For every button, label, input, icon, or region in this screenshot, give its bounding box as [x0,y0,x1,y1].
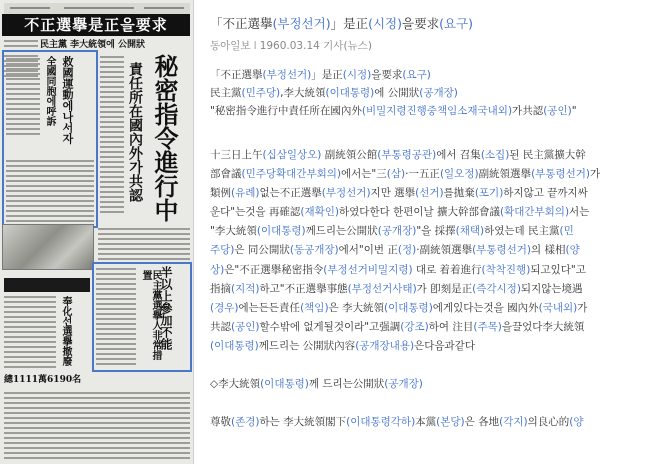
hangul-gloss: (요구) [439,16,473,31]
hanja-text: 을끌었다李大統領 [501,320,585,333]
hanja-text: 本黨 [415,416,437,429]
hanja-text: 가 [577,301,588,314]
text-column [100,56,124,216]
hanja-text: ·一五正 [405,168,440,181]
hangul-gloss: (십삼일상오) [262,149,322,161]
scan-column-title: 全國同胞에呼訴 [44,56,55,126]
hangul-gloss: (민주당확대간부회의) [241,168,341,181]
hanja-text: 은"不正選擧秘密指令 [224,263,324,276]
hanja-text: 대로 着着進行 [412,263,482,276]
hanja-text: 尊敬 [210,416,231,429]
hanja-text: 지만 選擧 [370,187,416,200]
hangul-gloss: (공인) [543,105,572,117]
hanja-text: 하지않고 끝까지싸 [503,187,588,200]
hangul-gloss: (부통령공관) [377,149,437,161]
hangul-gloss: 상) [210,263,225,276]
newspaper-scan-image [0,0,194,464]
hangul-gloss: (책임) [300,301,329,314]
hangul-gloss: (비밀지령진행중책임소재국내외) [361,105,513,117]
text-column [6,160,94,225]
hangul-gloss: (이대통령) [210,339,259,352]
hanja-text: 의良心的 [527,416,570,429]
hanja-text: 共認 [210,320,231,333]
hangul-gloss: (요구) [402,69,431,81]
hangul-gloss: (즉각시정) [472,282,521,295]
body-line [210,280,646,299]
hangul-gloss: (공인) [231,320,260,333]
hangul-gloss: (부정선거) [321,187,371,200]
hanja-text: 에는든든責任 [238,301,301,314]
scan-column-title: 民主黨選擧人非常措置 [140,270,161,360]
scan-column-title: 半以上參加不能 [159,266,173,350]
scan-photo [2,224,94,270]
hanja-text: 께드리는 公開狀內容 [258,339,356,352]
hanja-text: 없는不正選擧 [259,187,322,200]
hangul-gloss: (부통령선거) [531,168,590,181]
hanja-text: 께드리는公開狀 [305,225,378,238]
hangul-gloss: (재확인) [300,206,340,219]
hangul-gloss: (삼) [386,168,406,181]
text-column [4,392,190,462]
hanja-text: 되지않는境遇 [520,282,583,295]
hangul-gloss: (시정) [342,69,372,81]
hangul-gloss: (경우) [210,301,239,314]
hanja-text: 」是正 [311,69,343,81]
hangul-gloss: (민주당) [241,87,281,99]
scan-headline: 不正選擧是正을要求 [2,14,190,36]
publish-date: 1960.03.14 [259,40,320,52]
body-line [210,222,646,241]
hangul-gloss: (유례) [231,187,260,200]
hanja-text: 을要求 [371,69,403,81]
hanja-text: 할수밖에 없게될것이라"고强調 [259,320,401,333]
hanja-text: 民主黨 [210,87,242,99]
article-body [210,146,646,432]
hangul-gloss: (이대통령) [256,225,306,238]
hangul-gloss: (선거) [415,187,444,200]
hangul-gloss: (공개장) [377,225,417,238]
body-line [210,356,646,375]
body-line [210,299,646,318]
hanja-text: 하는 李大統領閣下 [259,416,347,429]
hangul-gloss: (민 [559,225,574,238]
hangul-gloss: (확대간부회의) [499,206,570,219]
scan-black-banner [4,278,90,292]
hanja-text: 에서 召集 [436,149,481,161]
hanja-text: 에 公開狀 [374,87,420,99]
text-column [4,296,56,371]
hangul-gloss: (본당) [436,416,465,429]
hanja-text: 운다"는것을 再確認 [210,206,301,219]
hangul-gloss: (부정선거사태) [347,282,417,295]
hangul-gloss: (양 [565,244,580,257]
scan-column-title: 救國運動에나서자 [61,56,74,144]
hangul-gloss: (정) [397,244,417,257]
scan-column-title: 奉化선選擧撤廢 [60,296,71,366]
hanja-text: 은다음과같다 [414,339,475,352]
text-column [98,228,190,263]
hanja-text: 十三日上午 [210,149,263,161]
article-kind: 기사(뉴스) [323,40,372,52]
hanja-text: 가共認 [512,105,544,117]
hangul-gloss: (이대통령각하) [346,416,416,429]
hangul-gloss: (공개장내용) [355,339,415,352]
hanja-text: 에서는"三 [340,168,387,181]
hanja-text: 은 同公開狀 [234,244,290,257]
hanja-text: 에게있다는것을 國內外 [432,301,539,314]
article-panel [206,0,650,464]
hanja-text: 를拋棄 [443,187,475,200]
hanja-text: ·副統領選擧 [416,244,473,257]
hanja-text: 指摘 [210,282,231,295]
hangul-gloss: (착착진행) [481,263,531,276]
body-line [210,375,646,394]
hangul-gloss: (이대통령) [325,87,375,99]
scan-advert-text: 總1111萬6190名 [4,375,82,385]
hanja-text: 類例 [210,187,231,200]
hanja-text: 가 卽刻是正 [416,282,473,295]
hanja-text: 은 李大統領 [328,301,385,314]
body-line [210,413,646,432]
hanja-text: 部會議 [210,168,242,181]
hanja-text: ◇李大統領 [210,378,261,391]
hanja-text: 은 各地 [464,416,500,429]
hangul-gloss: (부정선거) [272,16,331,31]
body-line [210,337,646,356]
body-line [210,261,646,280]
hangul-gloss: (이대통령) [384,301,433,314]
hangul-gloss: (부정선거) [262,69,312,81]
hangul-gloss: (부정선거비밀지령) [323,263,413,276]
hangul-gloss: (동공개장) [289,244,339,257]
hanja-text: 서는 [569,206,590,219]
lead-line [210,102,646,120]
scan-main-title: 秘密指令進行中 [150,54,179,222]
hanja-text: "秘密指令進行中責任所在國內外 [210,105,362,117]
hangul-gloss: 주당) [210,244,235,257]
hanja-text: 「不正選擧 [210,69,263,81]
hangul-gloss: (이대통령) [260,378,309,391]
body-line [210,165,646,184]
scan-subhead: 民主黨 李大統領에 公開狀 [40,40,145,50]
text-column [96,268,136,368]
hangul-gloss: (소집) [480,149,510,161]
hanja-text: 하였다한다 한편이날 擴大幹部會議 [339,206,500,219]
text-column [6,58,40,138]
body-line [210,146,646,165]
body-line [210,394,646,413]
hangul-gloss: (일오정) [439,168,479,181]
scan-main-subtitle: 責任所在國內外가共認 [127,62,143,202]
hanja-text: 된 民主黨擴大幹 [509,149,586,161]
hangul-gloss: (각지) [499,416,528,429]
hanja-text: 가 [589,168,601,181]
hanja-text: "을 採擇 [416,225,456,238]
lead-line [210,66,646,84]
hangul-gloss: (공개장) [384,378,423,391]
hanja-text: "李大統領 [210,225,257,238]
hangul-gloss: (지적) [231,282,260,295]
hangul-gloss: (포기) [474,187,504,200]
body-line [210,241,646,260]
hanja-text: 副統領選擧 [478,168,532,181]
article-lead [210,66,646,120]
source-name: 동아일보 [210,40,251,52]
hanja-text: 되고있다"고 [530,263,586,276]
hangul-gloss: (채택) [455,225,485,238]
hanja-text: 에서"이번 正 [338,244,398,257]
hangul-gloss: (시정) [368,16,402,31]
hanja-text: 하고"不正選擧事態 [259,282,348,295]
hanja-text: 」是正 [330,16,369,31]
hanja-text: 「不正選擧 [210,16,273,31]
hanja-text: ,李大統領 [280,87,326,99]
hangul-gloss: (공개장) [419,87,458,99]
hanja-text: 께 드리는公開狀 [308,378,385,391]
body-line [210,203,646,222]
hanja-text: 하여 注目 [428,320,474,333]
hangul-gloss: (주목) [473,320,502,333]
hanja-text: 副統領公館 [321,149,378,161]
lead-line [210,84,646,102]
body-line [210,184,646,203]
article-meta: 동아일보 I 1960.03.14 기사(뉴스) [210,40,372,52]
hangul-gloss: (존경) [231,416,260,429]
hangul-gloss: (국내외) [538,301,578,314]
hanja-text: 을要求 [402,16,440,31]
hanja-text: 의 樣相 [531,244,566,257]
hanja-text: 하였는데 民主黨 [484,225,560,238]
hanja-text: " [571,105,577,117]
hangul-gloss: (강조) [400,320,429,333]
article-title [210,14,646,32]
hangul-gloss: (부통령선거) [472,244,531,257]
hangul-gloss: (양 [569,416,584,429]
body-line [210,318,646,337]
